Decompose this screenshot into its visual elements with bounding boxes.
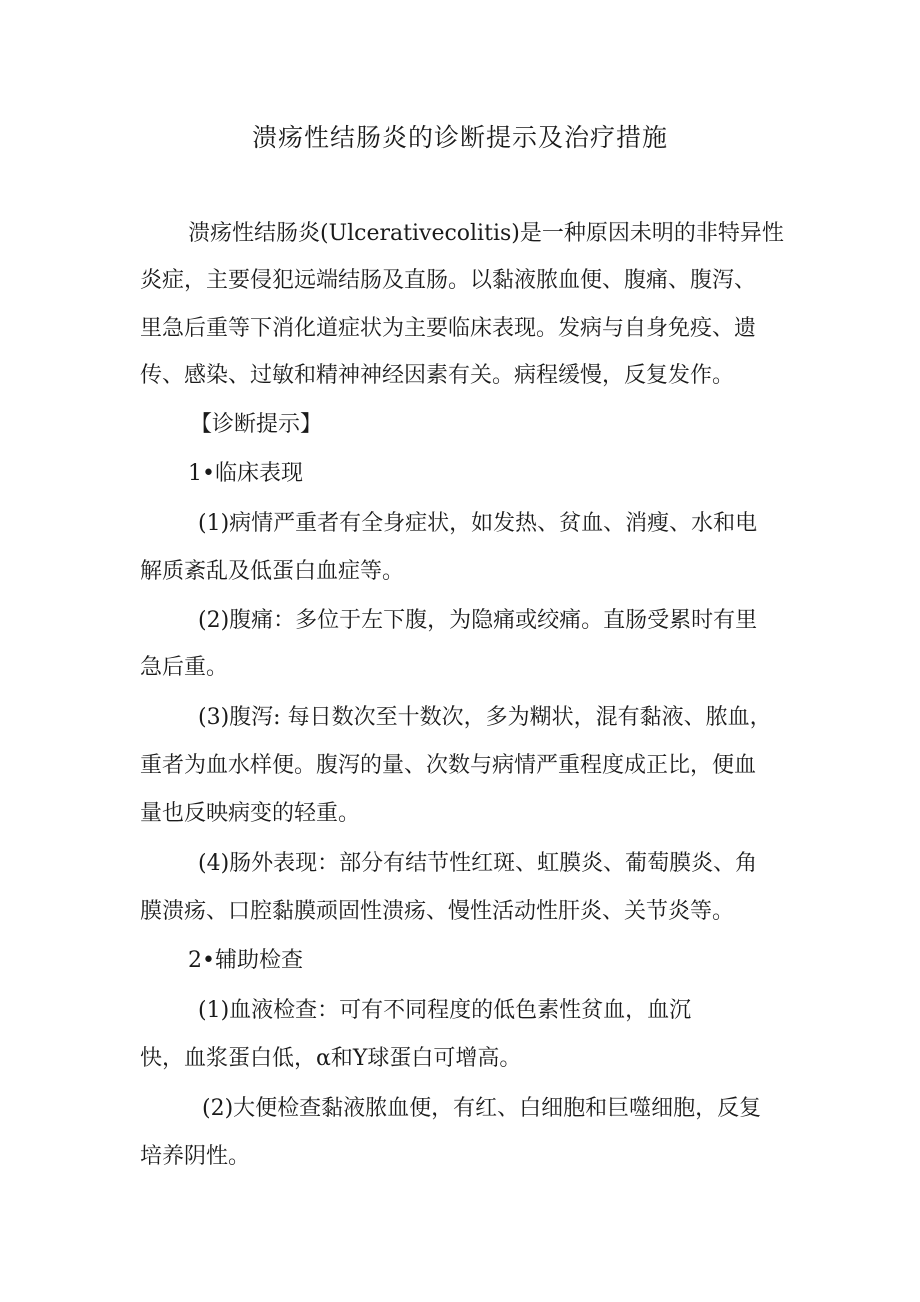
paragraph-line: (2)大便检查黏液脓血便，有红、白细胞和巨噬细胞，反复 bbox=[202, 1096, 762, 1121]
paragraph-line: 里急后重等下消化道症状为主要临床表现。发病与自身免疫、遗 bbox=[140, 316, 757, 341]
document-title: 溃疡性结肠炎的诊断提示及治疗措施 bbox=[251, 123, 668, 152]
paragraph-line: 快，血浆蛋白低，α和Y球蛋白可增高。 bbox=[140, 1046, 522, 1071]
paragraph-line: 培养阴性。 bbox=[140, 1144, 251, 1169]
paragraph-line: 传、感染、过敏和精神神经因素有关。病程缓慢，反复发作。 bbox=[140, 363, 735, 388]
subsection-heading: 2•辅助检查 bbox=[188, 948, 303, 973]
paragraph-line: 量也反映病变的轻重。 bbox=[140, 801, 361, 826]
paragraph-line: (4)肠外表现：部分有结节性红斑、虹膜炎、葡萄膜炎、角 bbox=[198, 851, 758, 876]
paragraph-line: (2)腹痛：多位于左下腹，为隐痛或绞痛。直肠受累时有里 bbox=[198, 608, 758, 633]
paragraph-line: 急后重。 bbox=[140, 655, 229, 680]
paragraph-line: 解质紊乱及低蛋白血症等。 bbox=[140, 559, 405, 584]
paragraph-line: (1)病情严重者有全身症状，如发热、贫血、消瘦、水和电 bbox=[198, 511, 758, 536]
paragraph-line: (3)腹泻: 每日数次至十数次，多为糊状，混有黏液、脓血， bbox=[198, 705, 772, 730]
paragraph-line: 炎症，主要侵犯远端结肠及直肠。以黏液脓血便、腹痛、腹泻、 bbox=[140, 268, 757, 293]
section-heading: 【诊断提示】 bbox=[190, 412, 323, 437]
paragraph-line: (1)血液检查：可有不同程度的低色素性贫血，血沉 bbox=[198, 998, 692, 1023]
paragraph-line: 溃疡性结肠炎(Ulcerativecolitis)是一种原因未明的非特异性 bbox=[188, 221, 784, 246]
paragraph-line: 重者为血水样便。腹泻的量、次数与病情严重程度成正比，便血 bbox=[140, 753, 757, 778]
subsection-heading: 1•临床表现 bbox=[188, 461, 303, 486]
paragraph-line: 膜溃疡、口腔黏膜顽固性溃疡、慢性活动性肝炎、关节炎等。 bbox=[140, 899, 735, 924]
